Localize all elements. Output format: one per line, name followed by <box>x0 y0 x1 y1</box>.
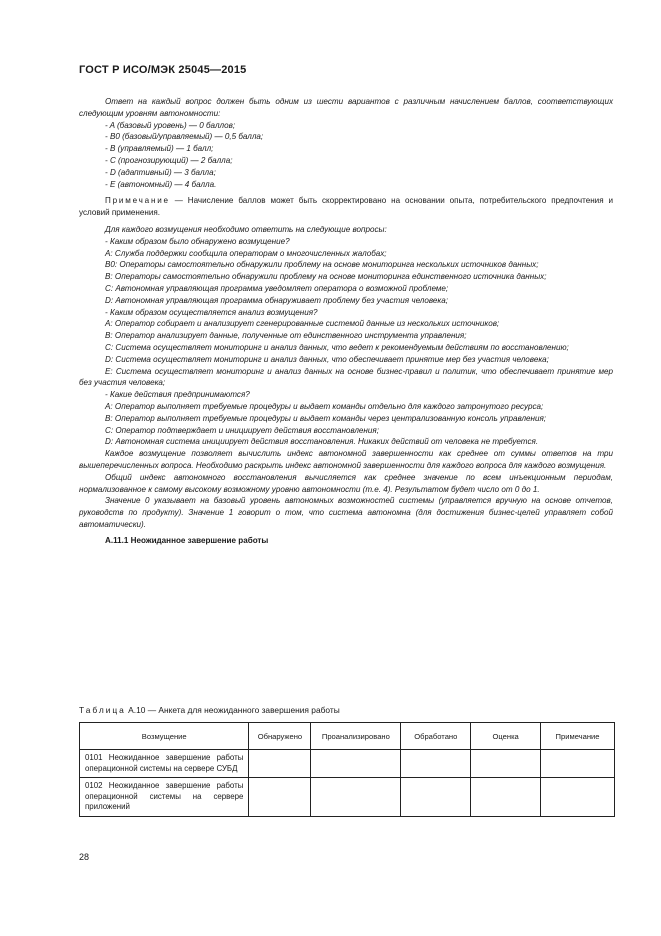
table-cell <box>401 778 471 817</box>
level-item: - A (базовый уровень) — 0 баллов; <box>105 120 236 130</box>
level-item: - D (адаптивный) — 3 балла; <box>105 167 216 177</box>
page-body <box>79 96 613 546</box>
body-paragraph: A: Служба поддержки сообщила операторам о многочисленных жалобах; <box>105 248 387 258</box>
body-paragraph: Значение 0 указывает на базовый уровень автономных возможностей системы (управляется вручную на основе отчетов, руководств по продукту). Значение 1 говорит о том, что система автономна (для достижения бизнес-целей управляет собой автоматически). <box>79 496 613 529</box>
table-cell <box>541 750 615 778</box>
table-row <box>80 750 615 778</box>
table-cell <box>311 750 401 778</box>
body-paragraph: Для каждого возмущения необходимо ответить на следующие вопросы: <box>105 224 387 234</box>
table-cell <box>471 778 541 817</box>
section-title: A.11.1 Неожиданное завершение работы <box>105 535 269 545</box>
table-header-row <box>80 723 615 750</box>
body-paragraph: C: Автономная управляющая программа уведомляет оператора о возможной проблеме; <box>105 283 449 293</box>
table-header-cell: Обработано <box>401 723 471 750</box>
table-cell <box>249 750 311 778</box>
body-paragraph: E: Система осуществляет мониторинг и анализ данных на основе бизнес-правил и политик, что обеспечивает принятие мер без участия человека; <box>79 366 613 388</box>
autonomy-levels-list <box>79 120 613 191</box>
body-paragraph: A: Оператор собирает и анализирует сгенерированные системой данные из нескольких источников; <box>105 319 500 329</box>
body-paragraph: D: Автономная управляющая программа обнаруживает проблему без участия человека; <box>105 295 448 305</box>
body-paragraph: A: Оператор выполняет требуемые процедуры и выдает команды отдельно для каждого затронутого ресурса; <box>105 401 544 411</box>
body-paragraph: D: Система осуществляет мониторинг и анализ данных, что обеспечивает принятие мер без участия человека; <box>105 354 549 364</box>
level-item: - C (прогнозирующий) — 2 балла; <box>105 155 233 165</box>
table-cell <box>541 778 615 817</box>
note-paragraph <box>79 195 613 219</box>
level-item: - E (автономный) — 4 балла. <box>105 179 217 189</box>
table-row <box>80 778 615 817</box>
body-paragraph: B: Оператор анализирует данные, полученные от единственного инструмента управления; <box>105 331 467 341</box>
table-header-cell: Оценка <box>471 723 541 750</box>
body-paragraph: C: Система осуществляет мониторинг и анализ данных, что ведет к рекомендуемым действиям по восстановлению; <box>105 342 569 352</box>
table-caption-label: Таблица <box>79 705 126 715</box>
note-text: — Начисление баллов может быть скорректировано на основании опыта, потребительского предпочтения и условий применения. <box>79 196 613 218</box>
document-header: ГОСТ Р ИСО/МЭК 25045—2015 <box>79 64 247 76</box>
table-caption-text: A.10 — Анкета для неожиданного завершения работы <box>125 705 340 715</box>
table-cell <box>401 750 471 778</box>
body-paragraph: Каждое возмущение позволяет вычислить индекс автономной завершенности как среднее от суммы ответов на три вышеперечисленных вопроса. Необходимо раскрыть индекс автономной завершенности для каждого вопроса для каждого возмущения. <box>79 449 613 470</box>
table-cell <box>471 750 541 778</box>
questionnaire-table <box>79 722 615 817</box>
body-paragraph: C: Оператор подтверждает и инициирует действия восстановления; <box>105 425 379 435</box>
body-paragraph: D: Автономная система инициирует действия восстановления. Никаких действий от человека не требуется. <box>105 437 539 447</box>
body-paragraph: Общий индекс автономного восстановления вычисляется как среднее значение по всем инъекционным периодам, нормализованное к самому высокому возможному уровню автономности (т.е. 4). Результатом будет число от 0 до 1. <box>79 472 613 494</box>
table-header-cell: Возмущение <box>80 723 249 750</box>
body-paragraph: B: Оператор выполняет требуемые процедуры и выдает команды через централизованную консоль управления; <box>105 413 547 423</box>
table-cell: 0101 Неожиданное завершение работы операционной системы на сервере СУБД <box>80 750 249 778</box>
body-paragraph: B: Операторы самостоятельно обнаружили проблему на основе мониторинга единственного источника данных; <box>105 272 547 282</box>
questions-block <box>79 224 613 531</box>
table-cell: 0102 Неожиданное завершение работы операционной системы на сервере приложений <box>80 778 249 817</box>
table-header-cell: Примечание <box>541 723 615 750</box>
table-cell <box>311 778 401 817</box>
table-caption <box>79 705 340 715</box>
body-paragraph: - Каким образом было обнаружено возмущение? <box>105 236 290 246</box>
page-number: 28 <box>79 852 90 862</box>
body-paragraph: B0: Операторы самостоятельно обнаружили проблему на основе мониторинга нескольких источников данных; <box>105 260 539 270</box>
note-label: Примечание <box>105 196 170 206</box>
table-cell <box>249 778 311 817</box>
level-item: - B0 (базовый/управляемый) — 0,5 балла; <box>105 132 264 142</box>
table-header-cell: Проанализировано <box>311 723 401 750</box>
table-header-cell: Обнаружено <box>249 723 311 750</box>
body-paragraph: - Какие действия предпринимаются? <box>105 390 250 400</box>
body-paragraph: - Каким образом осуществляется анализ возмущения? <box>105 307 318 317</box>
intro-paragraph: Ответ на каждый вопрос должен быть одним из шести вариантов с различным начислением баллов, соответствующих следующим уровням автономности: <box>79 97 613 118</box>
level-item: - B (управляемый) — 1 балл; <box>105 144 214 154</box>
